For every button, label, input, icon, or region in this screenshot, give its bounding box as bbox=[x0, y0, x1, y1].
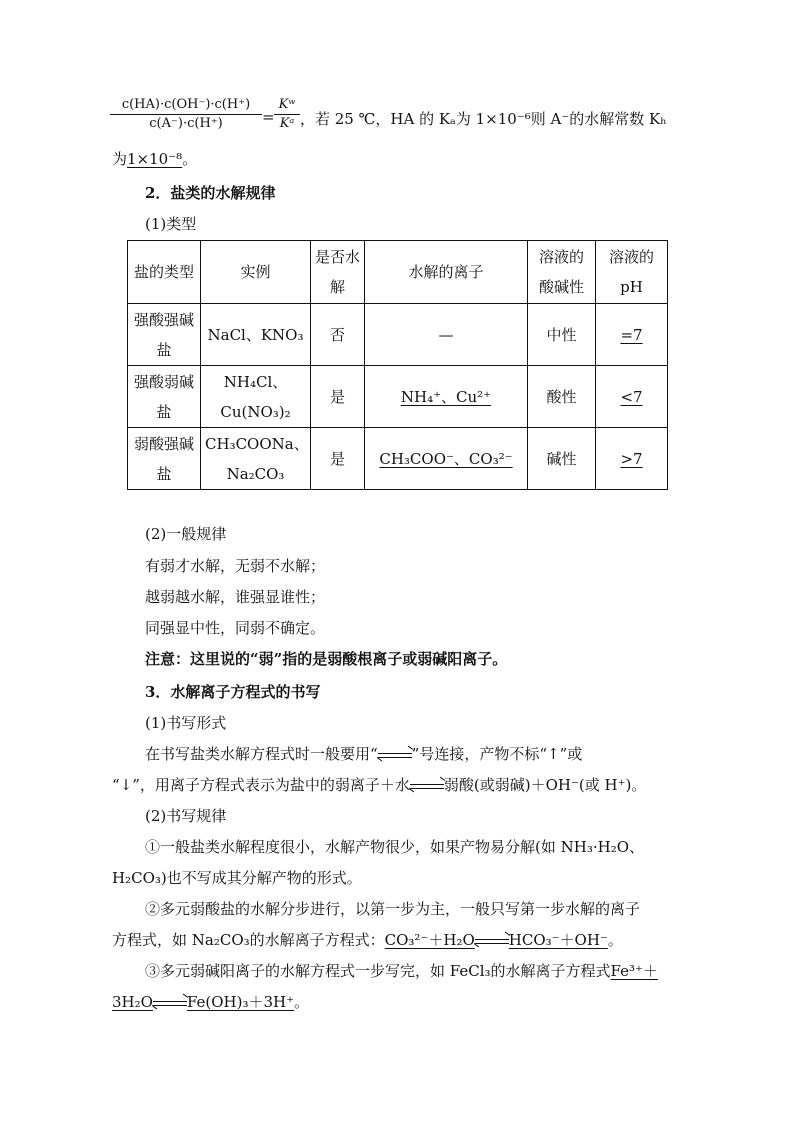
reversible-arrow-icon bbox=[475, 936, 509, 946]
fraction-numerator: c(HA)·c(OH⁻)·c(H⁺) bbox=[110, 96, 262, 115]
reversible-arrow-icon bbox=[378, 750, 412, 760]
paragraph-line: 3H₂O Fe(OH)₃＋3H⁺。 bbox=[112, 993, 310, 1011]
carbonate-hydrolysis-equation: CO₃²⁻＋H₂O HCO₃⁻＋OH⁻ bbox=[384, 931, 608, 949]
paragraph-line: H₂CO₃)也不写成其分解产物的形式。 bbox=[112, 869, 362, 887]
salt-type-table bbox=[127, 240, 668, 490]
result-suffix: 。 bbox=[182, 150, 198, 168]
section-2-sub2: (2)一般规律 bbox=[145, 525, 227, 543]
cell-salt-type: 强酸强碱盐 bbox=[128, 304, 201, 366]
cell-example: CH₃COONa、Na₂CO₃ bbox=[201, 428, 311, 490]
rule-line: 越弱越水解，谁强显谁性； bbox=[145, 588, 326, 606]
header-acidity: 溶液的酸碱性 bbox=[528, 241, 596, 304]
fraction-hydrolysis bbox=[110, 96, 262, 133]
paragraph-line: ③多元弱碱阳离子的水解方程式一步写完，如 FeCl₃的水解离子方程式Fe³⁺＋ bbox=[145, 962, 658, 980]
reversible-arrow-icon bbox=[410, 781, 444, 791]
rule-line: 有弱才水解，无弱不水解； bbox=[145, 557, 326, 575]
header-ph: 溶液的pH bbox=[596, 241, 668, 304]
kw-symbol: Kʷ bbox=[274, 96, 300, 115]
cell-example: NH₄Cl、Cu(NO₃)₂ bbox=[201, 366, 311, 428]
cell-acidity: 酸性 bbox=[528, 366, 596, 428]
cell-hydrolyzes: 是 bbox=[311, 428, 365, 490]
paragraph-line: 方程式，如 Na₂CO₃的水解离子方程式：CO₃²⁻＋H₂O HCO₃⁻＋OH⁻。 bbox=[112, 931, 623, 949]
ka-symbol: Kᵃ bbox=[279, 116, 295, 131]
cell-acidity: 碱性 bbox=[528, 428, 596, 490]
fraction-denominator: c(A⁻)·c(H⁺) bbox=[149, 116, 223, 131]
cell-hydrolyzes: 否 bbox=[311, 304, 365, 366]
cell-acidity: 中性 bbox=[528, 304, 596, 366]
table-row bbox=[128, 428, 668, 490]
cell-ph: >7 bbox=[596, 428, 668, 490]
section-3-title: 3．水解离子方程式的书写 bbox=[145, 683, 321, 701]
header-hydrolyzed-ions: 水解的离子 bbox=[365, 241, 528, 304]
table-row bbox=[128, 366, 668, 428]
iron-hydrolysis-equation-part2: 3H₂O Fe(OH)₃＋3H⁺ bbox=[112, 993, 295, 1011]
section-2-sub1: (1)类型 bbox=[145, 215, 197, 233]
cell-ions: NH₄⁺、Cu²⁺ bbox=[365, 366, 528, 428]
equals-sign: = bbox=[262, 108, 275, 126]
result-value: 1×10⁻⁸ bbox=[127, 150, 183, 168]
table-row bbox=[128, 304, 668, 366]
section-2-title: 2．盐类的水解规律 bbox=[145, 184, 276, 202]
result-prefix: 为 bbox=[112, 150, 128, 168]
formula-sentence: ，若 25 ℃，HA 的 Kₐ为 1×10⁻⁶则 A⁻的水解常数 Kₕ bbox=[300, 110, 667, 128]
cell-example: NaCl、KNO₃ bbox=[201, 304, 311, 366]
paragraph-line: ②多元弱酸盐的水解分步进行，以第一步为主，一般只写第一步水解的离子 bbox=[145, 900, 641, 918]
paragraph-line: 在书写盐类水解方程式时一般要用“ ”号连接，产物不标“↑”或 bbox=[145, 745, 583, 763]
rule-line: 同强显中性，同弱不确定。 bbox=[145, 619, 326, 637]
formula-result-line bbox=[112, 148, 197, 169]
weak-ion-note: 注意：这里说的“弱”指的是弱酸根离子或弱碱阳离子。 bbox=[145, 650, 508, 668]
cell-salt-type: 弱酸强碱盐 bbox=[128, 428, 201, 490]
fraction-kw-ka bbox=[274, 96, 300, 133]
cell-ph: <7 bbox=[596, 366, 668, 428]
cell-ph: =7 bbox=[596, 304, 668, 366]
paragraph-line: “↓”，用离子方程式表示为盐中的弱离子＋水 弱酸(或弱碱)＋OH⁻(或 H⁺)。 bbox=[112, 776, 647, 794]
cell-hydrolyzes: 是 bbox=[311, 366, 365, 428]
header-hydrolyzes: 是否水解 bbox=[311, 241, 365, 304]
paragraph-line: ①一般盐类水解程度很小，水解产物很少，如果产物易分解(如 NH₃·H₂O、 bbox=[145, 838, 645, 856]
header-example: 实例 bbox=[201, 241, 311, 304]
cell-ions: — bbox=[365, 304, 528, 366]
header-salt-type: 盐的类型 bbox=[128, 241, 201, 304]
section-3-sub2: (2)书写规律 bbox=[145, 807, 227, 825]
section-3-sub1: (1)书写形式 bbox=[145, 714, 227, 732]
reversible-arrow-icon bbox=[153, 998, 187, 1008]
iron-hydrolysis-equation-part1: Fe³⁺＋ bbox=[610, 962, 658, 980]
cell-salt-type: 强酸弱碱盐 bbox=[128, 366, 201, 428]
table-header-row bbox=[128, 241, 668, 304]
cell-ions: CH₃COO⁻、CO₃²⁻ bbox=[365, 428, 528, 490]
